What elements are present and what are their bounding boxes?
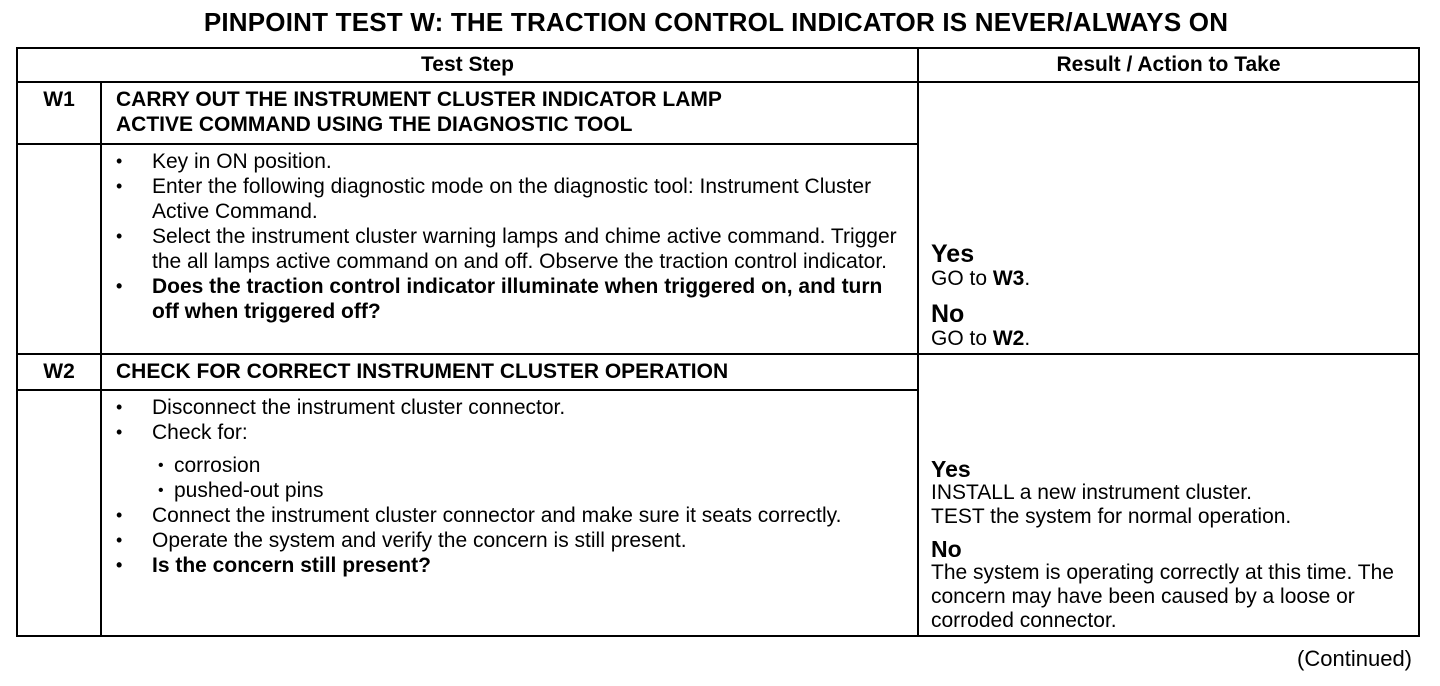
step-w2-number-blank [17,390,101,636]
step-w1-yes-target: W3 [992,267,1025,290]
list-item: • corrosion [152,453,907,478]
step-w1-question: • Does the traction control indicator illuminate when triggered on, and turn off when triggered off? [116,274,907,324]
step-w2-heading-row [17,354,1419,390]
list-item: • Disconnect the instrument cluster connector. [116,395,907,420]
step-w1-no-target: W2 [992,327,1025,350]
list-item: • Key in ON position. [116,149,907,174]
step-w1-no-prefix: GO to [931,327,993,350]
list-item: • pushed-out pins [152,478,907,503]
step-w2-body [101,390,918,636]
step-w1-heading-row [17,82,1419,144]
step-w1-yes-action: GO to W3. [931,267,1031,290]
step-w2-yes-line1: INSTALL a new instrument cluster. [931,481,1252,504]
step-w1-heading [101,82,918,144]
step-w2-heading: CHECK FOR CORRECT INSTRUMENT CLUSTER OPERATION [101,354,918,390]
list-item: • Operate the system and verify the concern is still present. [116,528,907,553]
list-item [116,420,907,503]
continued-note: (Continued) [1297,646,1412,671]
step-w2-question: • Is the concern still present? [116,553,907,578]
table-header-row [17,48,1419,82]
list-item: • Connect the instrument cluster connector and make sure it seats correctly. [116,503,907,528]
step-w1-yes-label: Yes [931,240,975,268]
list-item: • Select the instrument cluster warning lamps and chime active command. Trigger the all lamps active command on and off. Observe the traction control indicator. [116,224,907,274]
page-title: PINPOINT TEST W: THE TRACTION CONTROL INDICATOR IS NEVER/ALWAYS ON [203,7,1229,37]
step-w1-no-action: GO to W2. [931,327,1031,350]
step-w1-no-label: No [931,300,965,328]
list-item: • Enter the following diagnostic mode on the diagnostic tool: Instrument Cluster Active Command. [116,174,907,224]
step-w2-number: W2 [17,354,101,390]
step-w2-yes-label: Yes [931,456,971,482]
step-w1-body [101,144,918,354]
header-result: Result / Action to Take [918,48,1419,82]
step-w2-yes-line2: TEST the system for normal operation. [931,505,1292,528]
step-w1-number: W1 [17,82,101,144]
step-w2-result [918,354,1419,636]
step-w1-heading-line2: ACTIVE COMMAND USING THE DIAGNOSTIC TOOL [116,113,633,136]
step-w1-result [918,82,1419,354]
step-w2-no-text: The system is operating correctly at this time. The concern may have been caused by a loose or corroded connector. [931,561,1394,632]
step-w2-no-label: No [931,536,962,562]
step-w2-bullets [116,395,907,578]
step-w1-bullets [116,149,907,324]
step-w2-sub-list [152,453,907,503]
header-test-step: Test Step [17,48,918,82]
step-w1-yes-prefix: GO to [931,267,993,290]
pinpoint-test-table [16,47,1420,637]
step-w1-number-blank [17,144,101,354]
step-w1-heading-line1: CARRY OUT THE INSTRUMENT CLUSTER INDICATOR LAMP [116,88,722,111]
step-w2-check-for: Check for: [152,421,248,444]
